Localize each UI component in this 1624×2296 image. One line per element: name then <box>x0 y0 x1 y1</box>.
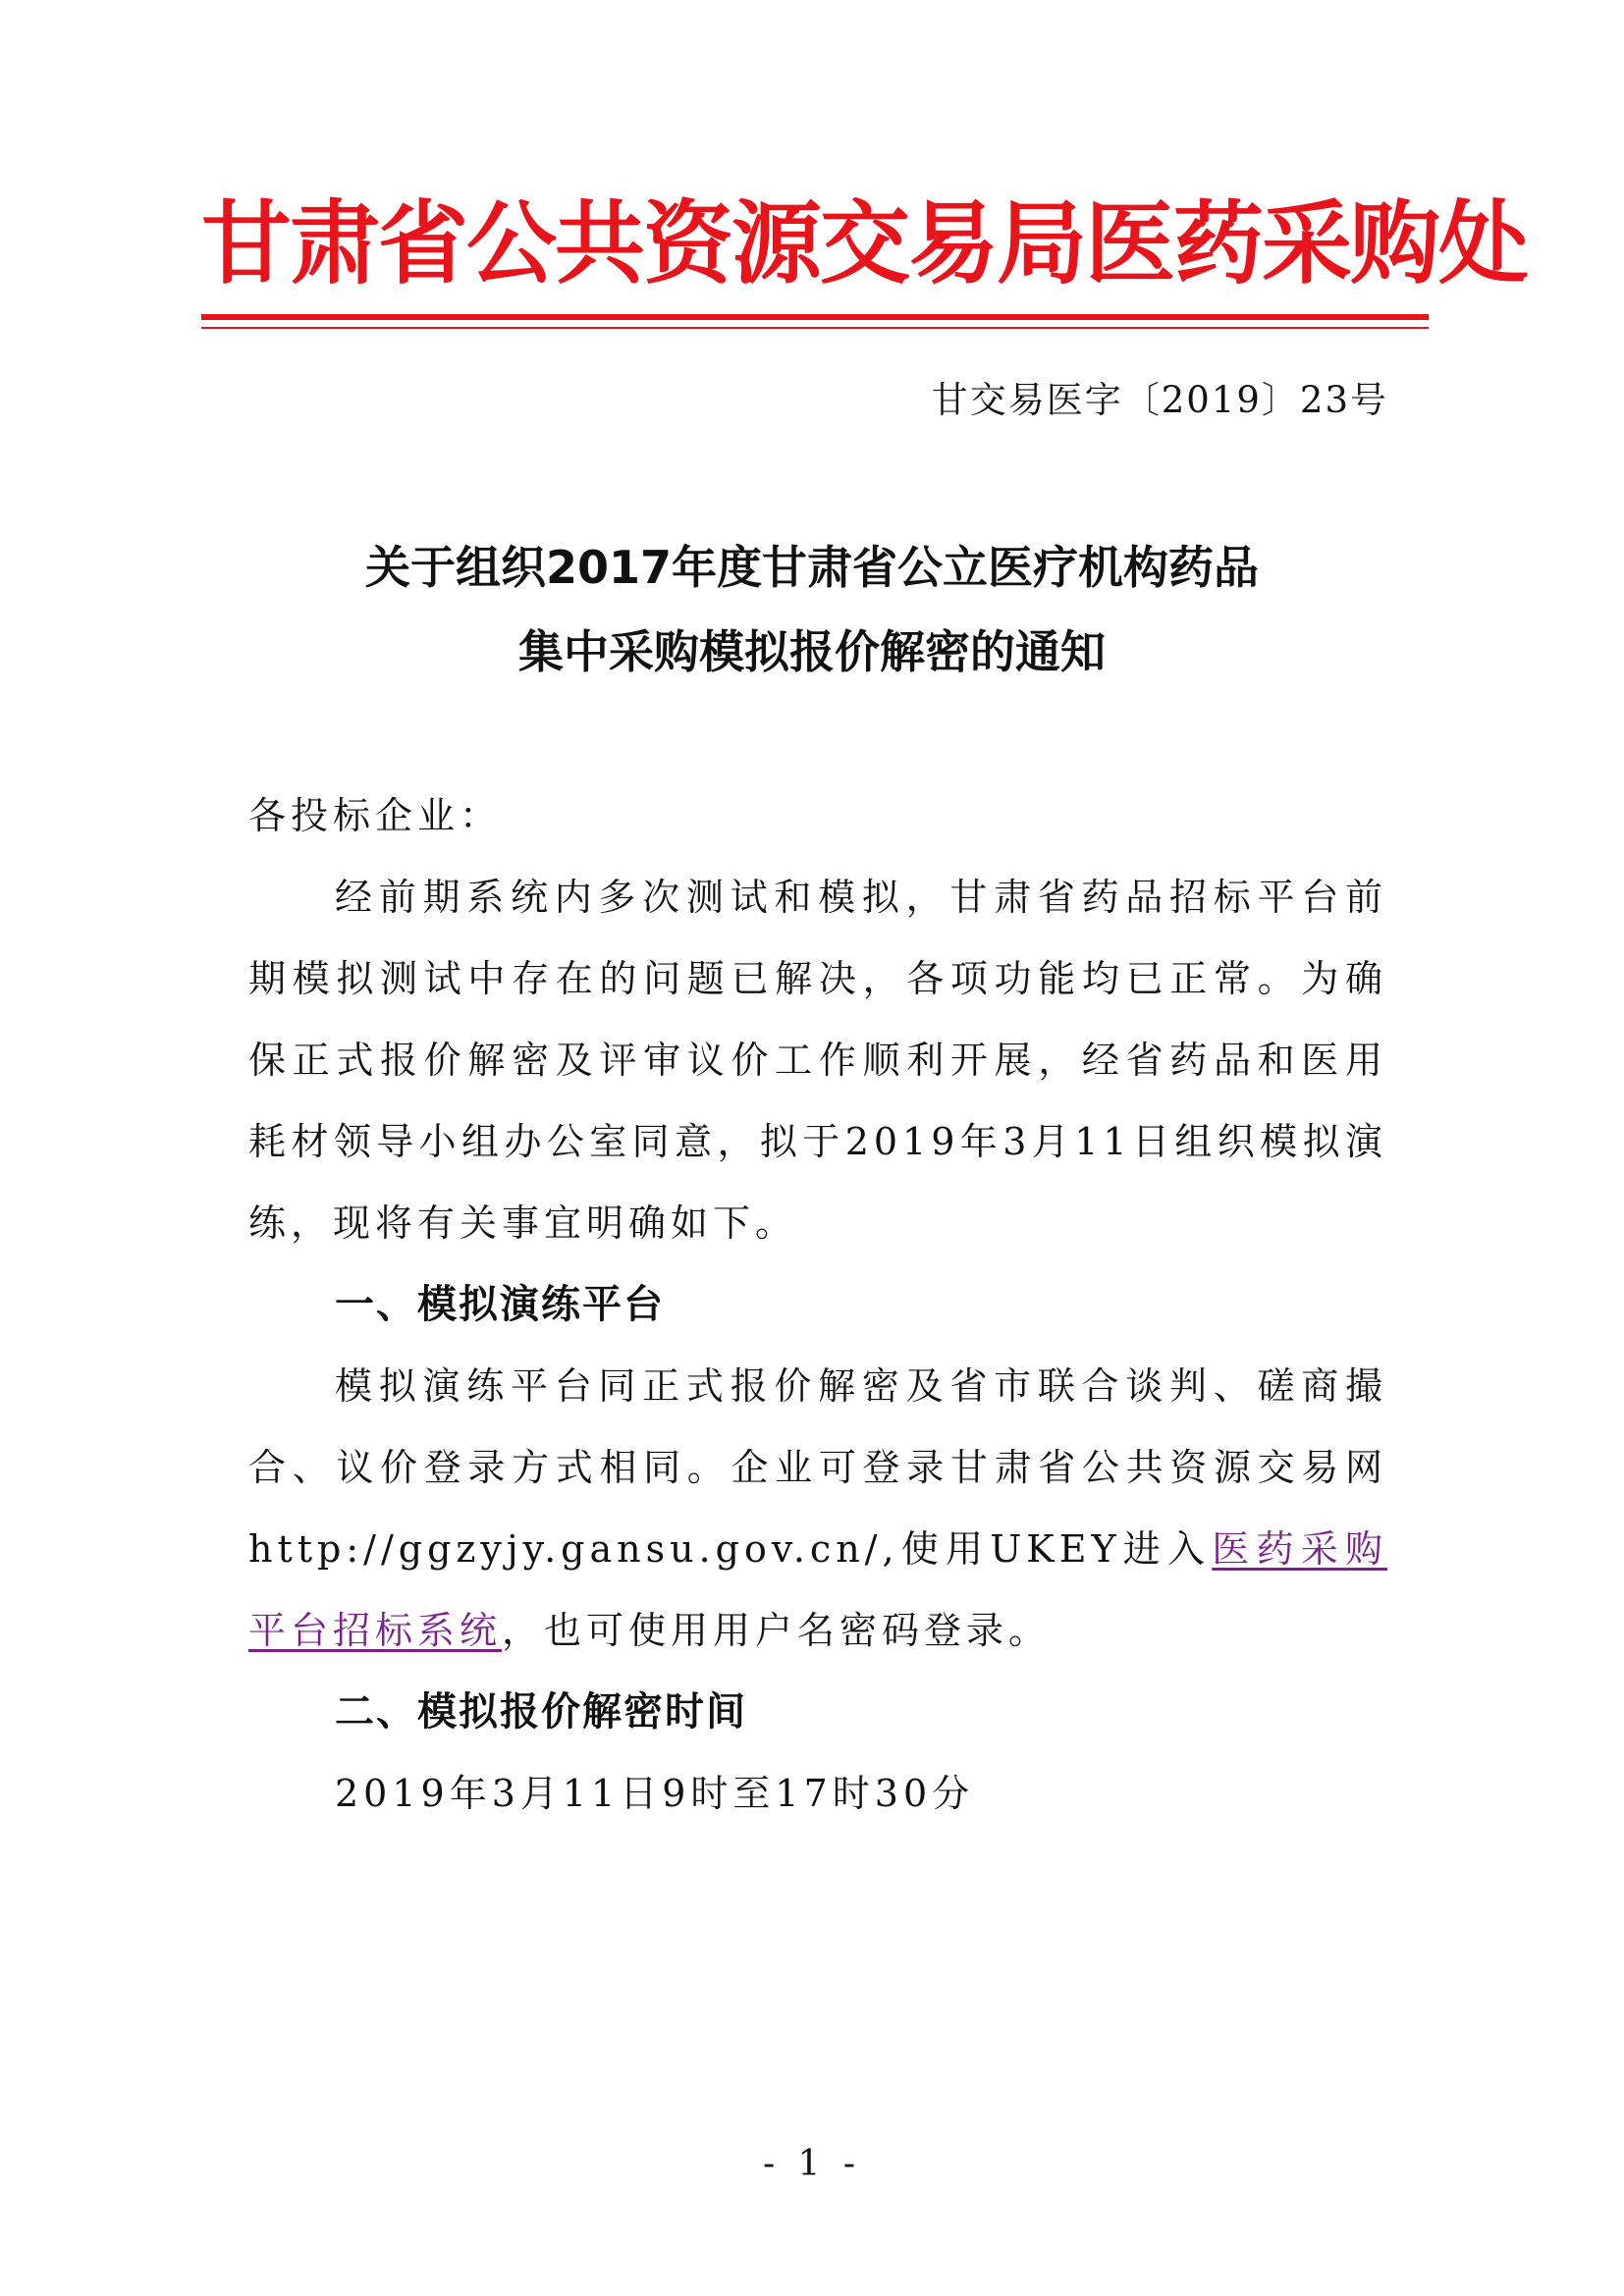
section-2-paragraph: 2019年3月11日9时至17时30分 <box>335 1772 975 1815</box>
section-2-heading: 二、模拟报价解密时间 <box>335 1689 747 1735</box>
document-number: 甘交易医字〔2019〕23号 <box>931 379 1388 421</box>
procurement-system-link[interactable]: 医药采购平台招标系统 <box>248 1527 1387 1652</box>
intro-paragraph: 经前期系统内多次测试和模拟，甘肃省药品招标平台前期模拟测试中存在的问题已解决，各项功能均已正常。为确保正式报价解密及评审议价工作顺利开展，经省药品和医用耗材领导小组办公室同意，拟于2019年3月11日组织模拟演练，现将有关事宜明确如下。 <box>248 876 1387 1245</box>
page-number: - 1 - <box>762 2144 862 2184</box>
document-title-line-1: 关于组织2017年度甘肃省公立医疗机构药品 <box>364 541 1260 594</box>
section-1-text-before-link: 模拟演练平台同正式报价解密及省市联合谈判、磋商撮合、议价登录方式相同。企业可登录甘肃省公共资源交易网http://ggzyjy.gansu.gov.cn/,使用UKEY进入 <box>248 1364 1387 1571</box>
letterhead-rule-thick <box>201 314 1429 320</box>
letterhead-title: 甘肃省公共资源交易局医药采购处 <box>201 190 1528 296</box>
letterhead-rule-thin <box>201 327 1429 329</box>
document-title <box>196 525 1428 694</box>
section-1-paragraph <box>248 1346 1387 1672</box>
salutation: 各投标企业： <box>248 794 503 837</box>
document-title-line-2: 集中采购模拟报价解密的通知 <box>518 625 1106 678</box>
section-1-heading: 一、模拟演练平台 <box>335 1282 665 1327</box>
document-body <box>248 775 1387 1835</box>
section-1-text-after-link: ，也可使用用户名密码登录。 <box>502 1609 1052 1652</box>
